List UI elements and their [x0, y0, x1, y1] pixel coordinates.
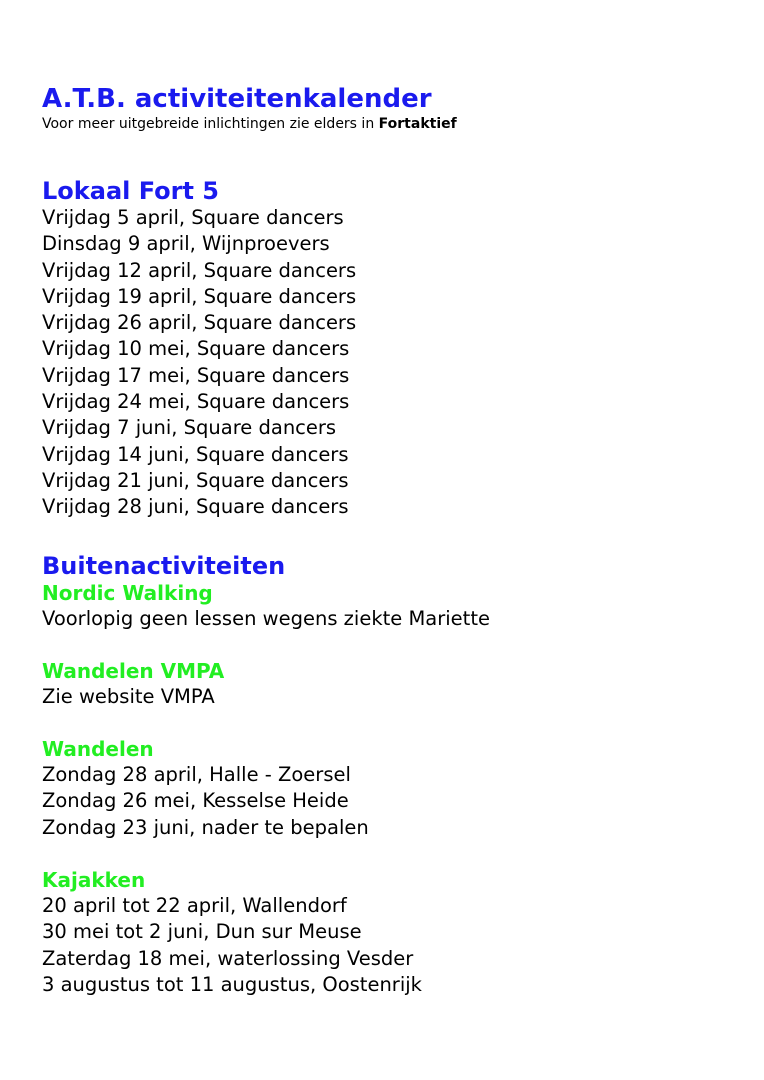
list-item: Dinsdag 9 april, Wijnproevers	[42, 232, 330, 256]
subtitle-publication: Fortaktief	[378, 116, 457, 132]
lokaal-list	[42, 205, 742, 521]
page-subtitle	[42, 114, 742, 134]
subheading-nordic-walking: Nordic Walking	[42, 580, 213, 605]
spacer	[42, 710, 742, 736]
document-page	[42, 84, 742, 998]
subtitle-text: Voor meer uitgebreide inlichtingen zie elders in	[42, 116, 379, 132]
list-item: Vrijdag 19 april, Square dancers	[42, 284, 357, 308]
list-item: Zie website VMPA	[42, 684, 215, 708]
list-item: Zondag 23 juni, nader te bepalen	[42, 815, 369, 839]
list-item: 3 augustus tot 11 augustus, Oostenrijk	[42, 972, 422, 996]
section-heading-buiten: Buitenactiviteiten	[42, 551, 286, 580]
list-item: Zaterdag 18 mei, waterlossing Vesder	[42, 946, 414, 970]
list-item: Zondag 28 april, Halle - Zoersel	[42, 763, 351, 787]
list-item: 30 mei tot 2 juni, Dun sur Meuse	[42, 920, 362, 944]
spacer	[42, 632, 742, 658]
list-item: Vrijdag 21 juni, Square dancers	[42, 468, 349, 492]
list-item: 20 april tot 22 april, Wallendorf	[42, 894, 347, 918]
page-title: A.T.B. activiteitenkalender	[42, 84, 432, 114]
list-item: Vrijdag 14 juni, Square dancers	[42, 442, 349, 466]
list-item: Vrijdag 5 april, Square dancers	[42, 206, 344, 229]
list-item: Vrijdag 12 april, Square dancers	[42, 258, 357, 282]
section-heading-lokaal: Lokaal Fort 5	[42, 177, 219, 205]
spacer	[42, 841, 742, 867]
list-item: Vrijdag 7 juni, Square dancers	[42, 416, 337, 440]
list-item: Vrijdag 17 mei, Square dancers	[42, 363, 350, 387]
list-item: Zondag 26 mei, Kesselse Heide	[42, 789, 349, 813]
list-item: Vrijdag 28 juni, Square dancers	[42, 495, 349, 519]
list-item: Vrijdag 10 mei, Square dancers	[42, 337, 350, 361]
list-item: Voorlopig geen lessen wegens ziekte Mariette	[42, 606, 490, 630]
subheading-kajakken: Kajakken	[42, 868, 146, 893]
list-item: Vrijdag 26 april, Square dancers	[42, 311, 357, 335]
subheading-wandelen: Wandelen	[42, 737, 154, 762]
subheading-wandelen-vmpa: Wandelen VMPA	[42, 658, 225, 683]
list-item: Vrijdag 24 mei, Square dancers	[42, 390, 350, 414]
